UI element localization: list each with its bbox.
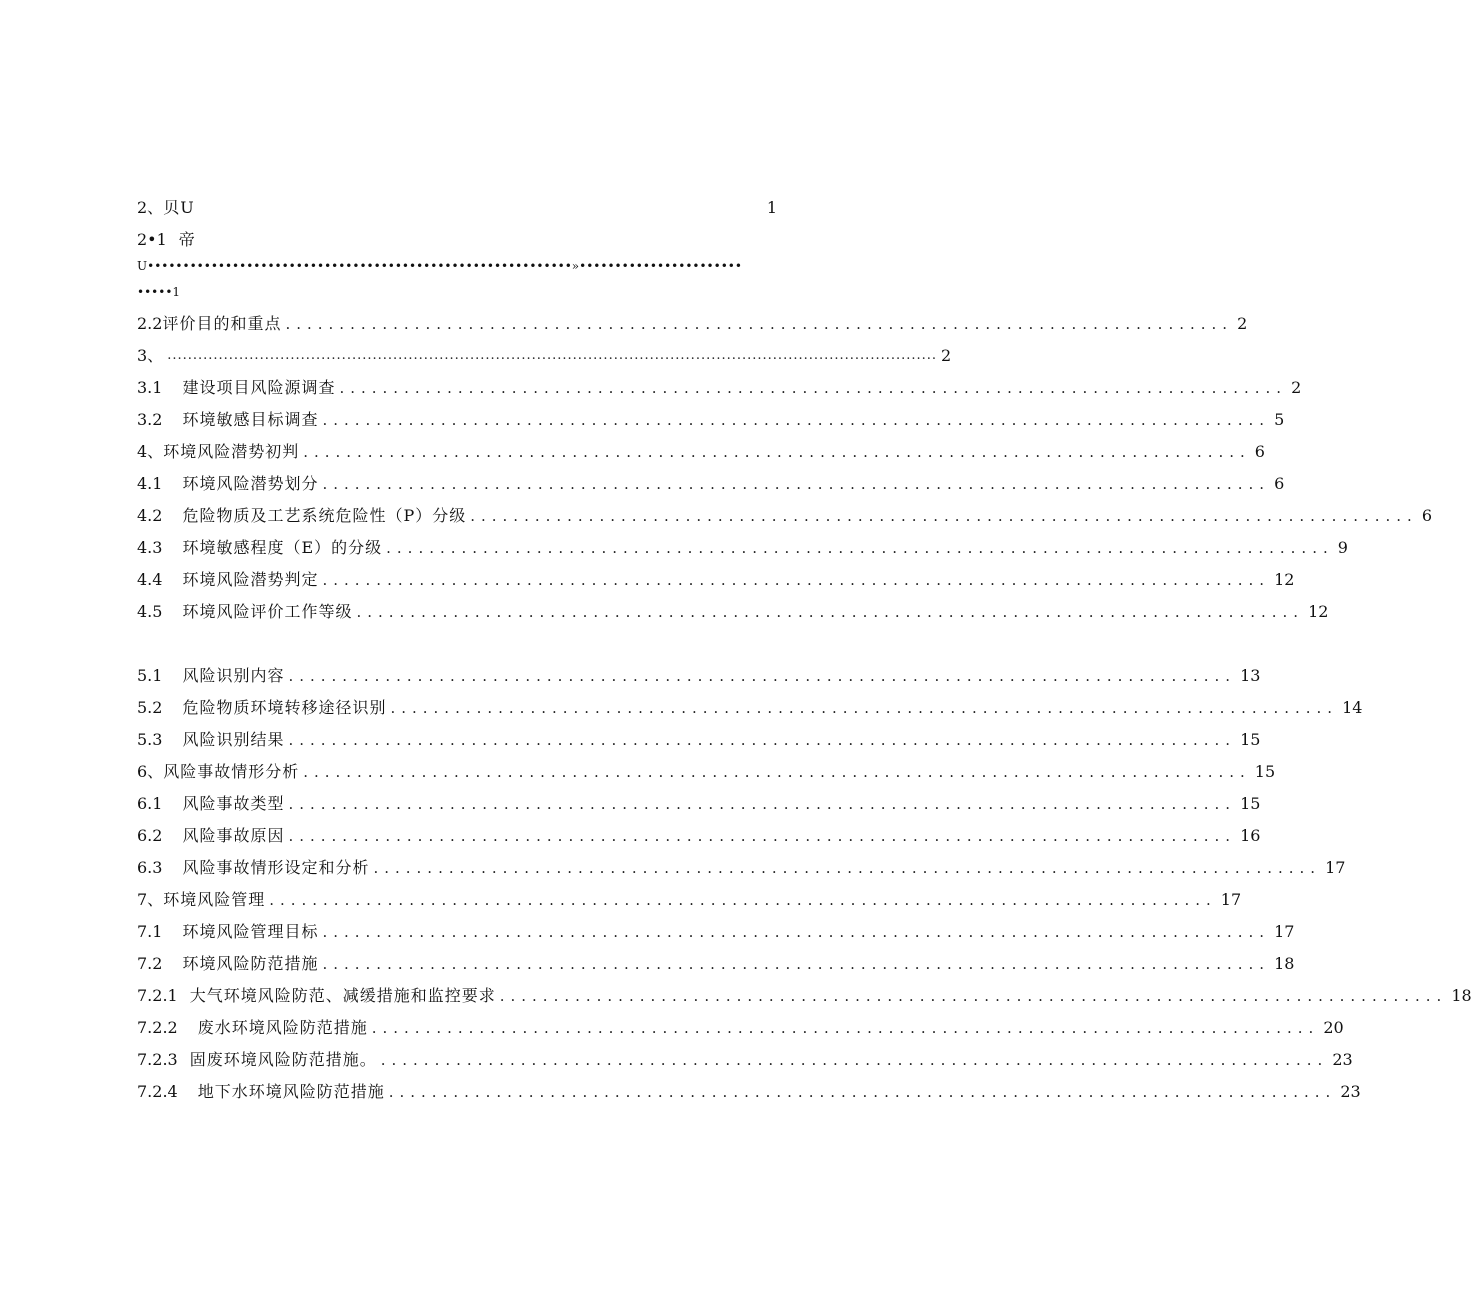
toc-leader: ...................................................................................................................................................... (167, 348, 938, 363)
toc-number: 4.5 (137, 602, 163, 621)
toc-number: 7.2.2 (137, 1018, 178, 1037)
toc-title: 风险事故情形设定和分析 (182, 858, 370, 877)
toc-entry-dots-line (137, 276, 777, 302)
toc-leader: ........................................................................................ (288, 827, 1237, 845)
toc-number: 7.2 (137, 954, 163, 973)
toc-page: 18 (1274, 954, 1295, 973)
toc-entry[interactable] (137, 430, 1265, 462)
toc-page: 18 (1451, 986, 1472, 1005)
toc-entry[interactable] (137, 718, 1261, 750)
toc-entry[interactable] (137, 186, 777, 218)
toc-title: 贝U (163, 198, 195, 217)
toc-number: 2、 (137, 198, 164, 217)
toc-title: 环境敏感程度（E）的分级 (182, 538, 383, 557)
toc-entry-dots-line (137, 250, 777, 276)
toc-entry[interactable] (137, 654, 1261, 686)
toc-leader: ........................................................................................ (322, 955, 1271, 973)
toc-leader: ........................................................................................ (386, 539, 1334, 557)
toc-page: 14 (1342, 698, 1363, 717)
toc-title: 环境风险潜势判定 (182, 570, 319, 589)
toc-title: 环境风险管理 (163, 890, 266, 909)
toc-entry[interactable] (137, 1070, 1361, 1102)
toc-title: 大气环境风险防范、减缓措施和监控要求 (189, 986, 496, 1005)
toc-title: 环境风险潜势初判 (163, 442, 300, 461)
toc-number: 3、 (137, 346, 164, 365)
toc-leader: ........................................................................................ (470, 507, 1418, 525)
toc-leader: ........................................................................................ (322, 923, 1271, 941)
toc-page: 16 (1240, 826, 1261, 845)
toc-number: 4.1 (137, 474, 163, 493)
toc-page: 15 (1254, 762, 1276, 781)
toc-number: 7.1 (137, 922, 163, 941)
toc-entry[interactable] (137, 302, 1248, 334)
toc-page: 15 (1240, 794, 1261, 813)
toc-leader: ........................................................................................ (303, 763, 1251, 781)
toc-page: 15 (1240, 730, 1261, 749)
toc-number: 5.3 (137, 730, 163, 749)
toc-page: 6 (1274, 474, 1285, 493)
toc-leader: ........................................................................................ (373, 859, 1322, 877)
toc-title: 危险物质环境转移途径识别 (182, 698, 387, 717)
toc-entry[interactable] (137, 334, 952, 366)
toc-title: 环境风险评价工作等级 (182, 602, 353, 621)
toc-page: 9 (1337, 538, 1348, 557)
toc-dots-text: •••••1 (137, 285, 181, 299)
toc-entry[interactable] (137, 526, 1348, 558)
toc-leader: ........................................................................................ (390, 699, 1339, 717)
toc-leader: ........................................................................................ (322, 571, 1271, 589)
toc-number: 6、 (137, 762, 164, 781)
toc-title: 建设项目风险源调查 (182, 378, 336, 397)
toc-number: 7、 (137, 890, 164, 909)
toc-number: 2•1 (137, 230, 167, 249)
toc-entry[interactable] (137, 218, 777, 250)
toc-page: 6 (1421, 506, 1433, 525)
toc-number: 5.1 (137, 666, 163, 685)
toc-page: 1 (766, 198, 777, 217)
toc-entry[interactable] (137, 590, 1329, 622)
toc-number: 6.3 (137, 858, 163, 877)
toc-dots-text: U••••••••••••••••••••••••••••••••••••••••••••••••••••••••••••»••••••••••••••••••••••• (137, 259, 742, 273)
toc-entry[interactable] (137, 558, 1295, 590)
toc-entry[interactable] (137, 398, 1285, 430)
toc-title: 帝 (178, 230, 196, 249)
toc-leader: ........................................................................................ (499, 987, 1448, 1005)
toc-number: 4.4 (137, 570, 163, 589)
toc-leader: ........................................................................................ (288, 667, 1237, 685)
toc-page: 17 (1274, 922, 1295, 941)
toc-page: 12 (1274, 570, 1295, 589)
toc-page: 12 (1308, 602, 1329, 621)
toc-entry[interactable] (137, 1006, 1344, 1038)
toc-page: 2 (941, 346, 952, 365)
toc-entry[interactable] (137, 782, 1261, 814)
toc-number: 4.3 (137, 538, 163, 557)
section-gap (137, 622, 777, 654)
toc-title: 地下水环境风险防范措施 (197, 1082, 385, 1101)
toc-entry[interactable] (137, 462, 1285, 494)
toc-page: 2 (1237, 314, 1248, 333)
toc-leader: ........................................................................................ (388, 1083, 1337, 1101)
toc-title: 固废环境风险防范措施。 (189, 1050, 377, 1069)
toc-number: 4、 (137, 442, 164, 461)
toc-title: 评价目的和重点 (162, 314, 282, 333)
toc-title: 环境敏感目标调查 (182, 410, 319, 429)
toc-entry[interactable] (137, 494, 1433, 526)
toc-leader: ........................................................................................ (285, 315, 1234, 333)
toc-page: 6 (1254, 442, 1265, 461)
toc-entry[interactable] (137, 686, 1363, 718)
toc-entry[interactable] (137, 814, 1261, 846)
toc-title: 危险物质及工艺系统危险性（P）分级 (182, 506, 467, 525)
toc-number: 5.2 (137, 698, 163, 717)
toc-leader: ........................................................................................ (303, 443, 1251, 461)
toc-page: 2 (1291, 378, 1302, 397)
toc-page: 17 (1220, 890, 1242, 909)
toc-number: 6.2 (137, 826, 163, 845)
toc-title: 环境风险管理目标 (182, 922, 319, 941)
toc-number: 3.1 (137, 378, 163, 397)
toc-page: 5 (1274, 410, 1285, 429)
toc-number: 7.2.1 (137, 986, 178, 1005)
toc-page: 20 (1323, 1018, 1344, 1037)
toc-page: 23 (1332, 1050, 1353, 1069)
toc-title: 环境风险潜势划分 (182, 474, 319, 493)
toc-number: 2.2 (137, 314, 163, 333)
toc-leader: ........................................................................................ (380, 1051, 1329, 1069)
toc-page: 13 (1240, 666, 1261, 685)
toc-title: 环境风险防范措施 (182, 954, 319, 973)
toc-page: 17 (1325, 858, 1346, 877)
toc-leader: ........................................................................................ (356, 603, 1305, 621)
toc-entry[interactable] (137, 942, 1295, 974)
toc-leader: ........................................................................................ (371, 1019, 1320, 1037)
toc-entry[interactable] (137, 750, 1276, 782)
toc-number: 7.2.4 (137, 1082, 178, 1101)
toc-title: 风险事故类型 (182, 794, 285, 813)
toc-number: 3.2 (137, 410, 163, 429)
toc-leader: ........................................................................................ (288, 795, 1237, 813)
toc-entry[interactable] (137, 846, 1346, 878)
toc-entry[interactable] (137, 366, 1302, 398)
toc-entry[interactable] (137, 1038, 1353, 1070)
toc-title: 风险识别结果 (182, 730, 285, 749)
toc-title: 风险识别内容 (182, 666, 285, 685)
toc-leader: ........................................................................................ (269, 891, 1217, 909)
toc-leader: ........................................................................................ (339, 379, 1288, 397)
toc-number: 7.2.3 (137, 1050, 178, 1069)
toc-leader: ........................................................................................ (322, 475, 1271, 493)
toc-title: 风险事故原因 (182, 826, 285, 845)
table-of-contents (137, 186, 1472, 1102)
toc-number: 6.1 (137, 794, 163, 813)
toc-leader: ........................................................................................ (288, 731, 1237, 749)
toc-entry[interactable] (137, 878, 1242, 910)
toc-entry[interactable] (137, 974, 1472, 1006)
toc-number: 4.2 (137, 506, 163, 525)
toc-leader: ........................................................................................ (322, 411, 1271, 429)
toc-title: 风险事故情形分析 (163, 762, 300, 781)
toc-page: 23 (1340, 1082, 1361, 1101)
toc-title: 废水环境风险防范措施 (197, 1018, 368, 1037)
toc-entry[interactable] (137, 910, 1295, 942)
